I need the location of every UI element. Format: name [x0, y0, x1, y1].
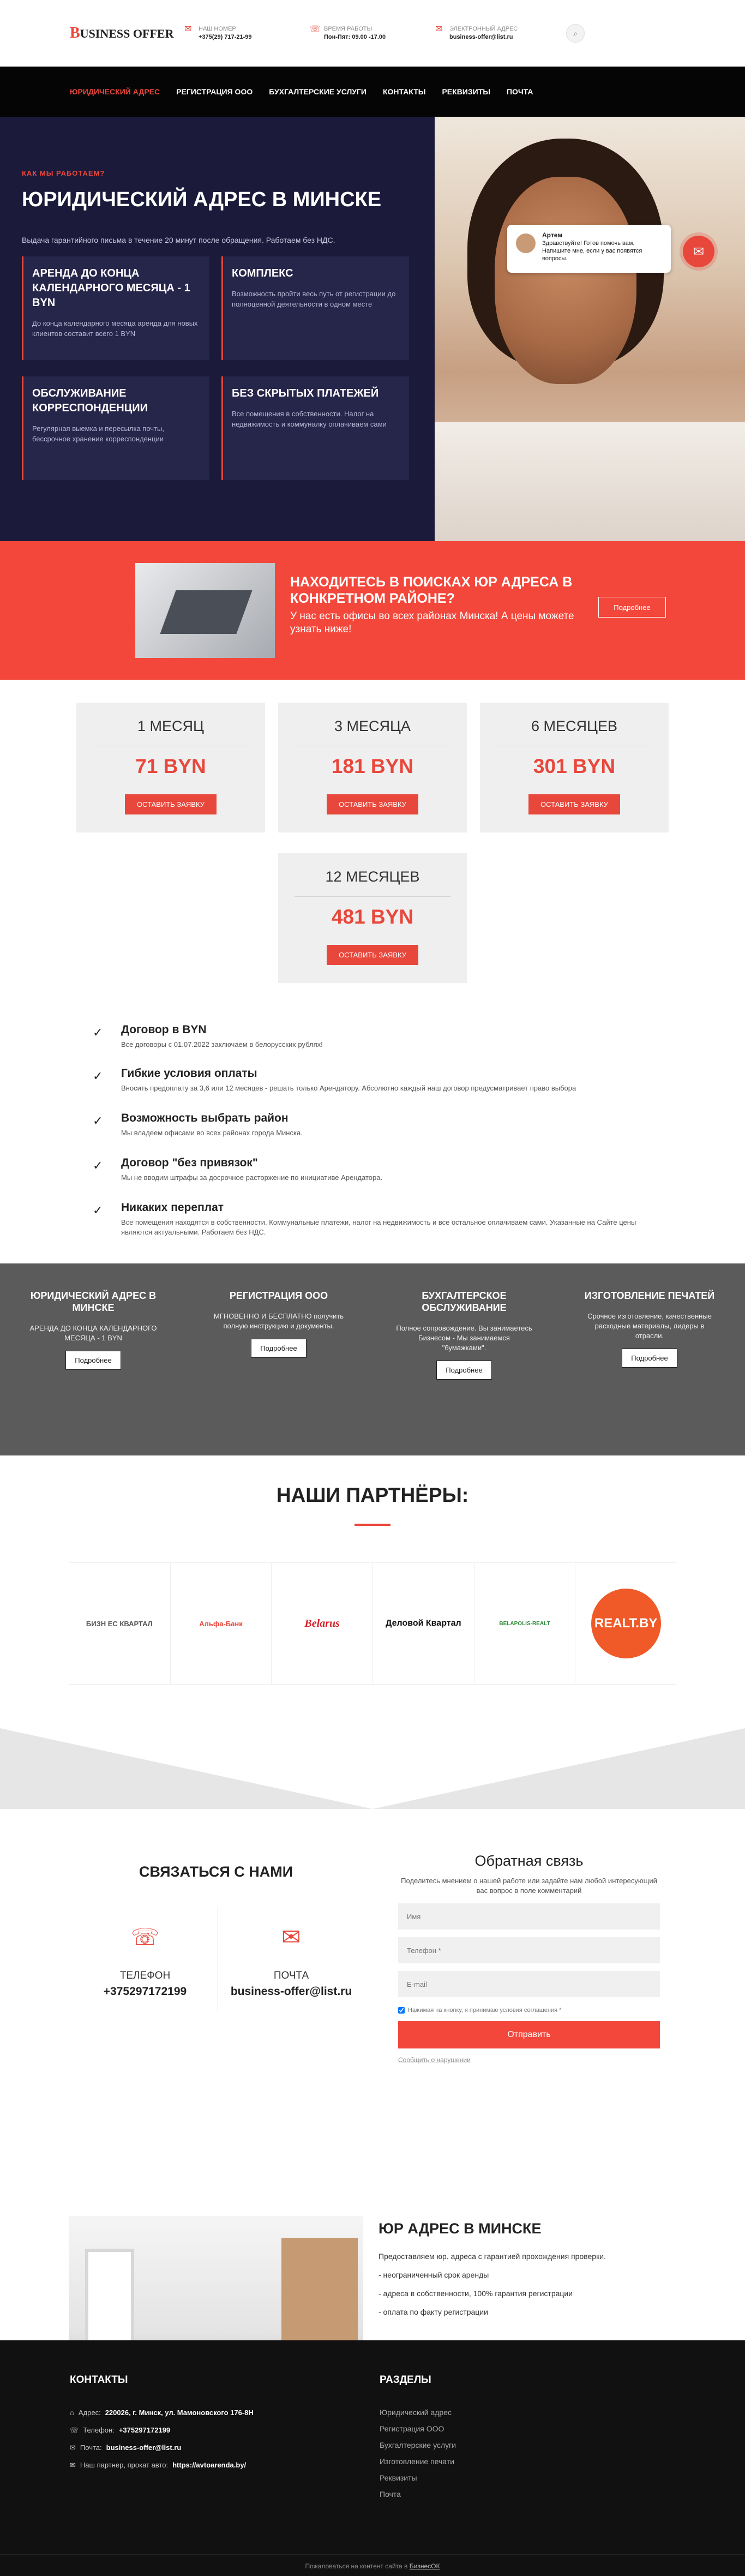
feedback-title: Обратная связь [474, 1853, 584, 1869]
footer-link[interactable]: Бухгалтерские услуги [380, 2441, 456, 2449]
check-icon: ✓ [93, 1159, 103, 1172]
hero-subtitle: Выдача гарантийного письма в течение 20 минут после обращения. Работаем без НДС. [22, 236, 335, 244]
services-strip [0, 1263, 745, 1455]
header-hours: ☏ ВРЕМЯ РАБОТЫ Пон-Пят: 09.00 -17.00 [310, 25, 386, 40]
footer-link[interactable]: Реквизиты [380, 2473, 417, 2482]
chat-icon[interactable]: ✉ [683, 236, 714, 267]
order-button[interactable]: ОСТАВИТЬ ЗАЯВКУ [125, 794, 217, 814]
home-icon: ⌂ [70, 2409, 74, 2417]
email-input[interactable] [398, 1971, 660, 1997]
check-icon: ✓ [93, 1026, 103, 1039]
feature-card: КОМПЛЕКС Возможность пройти весь путь от регистрации до полноценной деятельности в одном месте [221, 256, 409, 360]
nav-item-requisites[interactable]: РЕКВИЗИТЫ [442, 87, 490, 96]
price-card: 12 МЕСЯЦЕВ 481 BYN ОСТАВИТЬ ЗАЯВКУ [278, 853, 467, 983]
search-icon[interactable]: ⌕ [566, 24, 585, 43]
name-input[interactable] [398, 1903, 660, 1930]
envelope-icon: ✉ [281, 1924, 301, 1950]
partner-logo[interactable]: БИЗН ЕС КВАРТАЛ [86, 1619, 153, 1628]
order-button[interactable]: ОСТАВИТЬ ЗАЯВКУ [327, 794, 418, 814]
order-button[interactable]: ОСТАВИТЬ ЗАЯВКУ [528, 794, 620, 814]
report-link[interactable]: Сообщить о нарушении [398, 2056, 471, 2064]
footer-link[interactable]: Регистрация ООО [380, 2424, 444, 2433]
site-logo[interactable]: BUSINESS OFFER [70, 25, 174, 41]
nav-item-accounting[interactable]: БУХГАЛТЕРСКИЕ УСЛУГИ [269, 87, 367, 96]
main-nav [0, 67, 745, 117]
title-underline [355, 1524, 390, 1526]
price-card: 1 МЕСЯЦ 71 BYN ОСТАВИТЬ ЗАЯВКУ [76, 703, 265, 832]
advantages-list [0, 1023, 745, 1263]
partner-logo[interactable]: Belarus [271, 1563, 372, 1684]
service-block: БУХГАЛТЕРСКОЕ ОБСЛУЖИВАНИЕ Полное сопровождение. Вы занимаетесь Бизнесом - Мы занимаемся "бумажками". Подробнее [396, 1290, 532, 1380]
list-item: ✓ Гибкие условия оплаты Вносить предоплату за 3,6 или 12 месяцев - решать только Арендатору. Абсолютно каждый наш договор предусматривает право выбора [93, 1067, 576, 1092]
footer-link[interactable]: Изготовление печати [380, 2457, 455, 2466]
service-details-button[interactable]: Подробнее [622, 1349, 677, 1368]
service-details-button[interactable]: Подробнее [65, 1351, 121, 1370]
partners-title: НАШИ ПАРТНЁРЫ: [276, 1484, 469, 1506]
nav-item-legal-address[interactable]: ЮРИДИЧЕСКИЙ АДРЕС [70, 87, 160, 96]
footer-sections: РАЗДЕЛЫ Юридический адрес Регистрация ООО Бухгалтерские услуги Изготовление печати Реквизиты Почта [380, 2374, 598, 2499]
contact-mail: ✉ ПОЧТА business-offer@list.ru [226, 1924, 357, 1998]
price-card: 6 МЕСЯЦЕВ 301 BYN ОСТАВИТЬ ЗАЯВКУ [480, 703, 669, 832]
footer-link[interactable]: Юридический адрес [380, 2408, 452, 2417]
site-header [0, 0, 745, 67]
page-title: ЮРИДИЧЕСКИЙ АДРЕС В МИНСКЕ [22, 188, 382, 211]
list-item: ✓ Договор "без привязок" Мы не вводим штрафы за досрочное расторжение по инициативе Арендатора. [93, 1157, 383, 1182]
phone-input[interactable] [398, 1937, 660, 1963]
partner-logo[interactable]: BELAPOLIS-REALT [474, 1563, 575, 1684]
site-footer [0, 2340, 745, 2576]
list-item: ✓ Никаких переплат Все помещения находятся в собственности. Коммунальные платежи, налог на недвижимость и все остальное оплачиваем сами. Указанные на Сайте цены являются актуальными. Работаем без НДС. [93, 1201, 636, 1236]
nav-item-mail[interactable]: ПОЧТА [506, 87, 533, 96]
nav-item-registration[interactable]: РЕГИСТРАЦИЯ ООО [176, 87, 253, 96]
submit-button[interactable]: Отправить [398, 2021, 660, 2048]
about-text: Предоставляем юр. адреса с гарантией прохождения проверки. - неограниченный срок аренды - адреса в собственности, 100% гарантия регистрации - оплата по факту регистрации [378, 2252, 606, 2316]
section-divider [0, 1728, 745, 1809]
chat-widget-bubble[interactable]: Артем Здравствуйте! Готов помочь вам. Напишите мне, если у вас появятся вопросы. [507, 225, 671, 273]
avatar [515, 232, 537, 254]
agree-checkbox[interactable] [398, 2007, 405, 2014]
list-item: ✓ Возможность выбрать район Мы владеем офисами во всех районах города Минска. [93, 1112, 303, 1137]
promo-title: НАХОДИТЕСЬ В ПОИСКАХ ЮР АДРЕСА В КОНКРЕТНОМ РАЙОНЕ? [290, 574, 573, 606]
partner-logo[interactable]: Деловой Квартал [372, 1563, 474, 1684]
feature-card: БЕЗ СКРЫТЫХ ПЛАТЕЖЕЙ Все помещения в собственности. Налог на недвижимость и коммуналку оплачиваем сами [221, 376, 409, 480]
contact-phone: ☏ ТЕЛЕФОН +375297172199 [80, 1924, 211, 1998]
footer-contacts: КОНТАКТЫ ⌂ Адрес: 220026, г. Минск, ул. Мамоновского 176-8Н ☏ Телефон: +375297172199 ✉ Почта: business-offer@list.ru ✉ Наш партнер, прокат авто: https://avtoarenda.by/ [70, 2374, 254, 2469]
promo-subtitle: У нас есть офисы во всех районах Минска! А цены можете узнать ниже! [290, 610, 574, 635]
check-icon: ✓ [93, 1069, 103, 1083]
feedback-subtitle: Поделитесь мнением о нашей работе или задайте нам любой интересующий вас вопрос в поле комментарий [401, 1877, 657, 1895]
hero-operator-photo [435, 117, 745, 541]
envelope-icon: ✉ [435, 25, 443, 34]
header-email: ✉ ЭЛЕКТРОННЫЙ АДРЕС business-offer@list.ru [435, 25, 518, 40]
footer-bottom: Пожаловаться на контент сайта в БизнесОК [0, 2554, 745, 2570]
hero-section [0, 117, 745, 541]
list-item: ✓ Договор в BYN Все договоры с 01.07.2022 заключаем в белорусских рублях! [93, 1023, 323, 1049]
about-title: ЮР АДРЕС В МИНСКЕ [378, 2220, 542, 2237]
service-details-button[interactable]: Подробнее [251, 1339, 306, 1358]
agree-checkbox-label[interactable]: Нажимая на кнопку, я принимаю условия соглашения * [398, 2007, 660, 2014]
order-button[interactable]: ОСТАВИТЬ ЗАЯВКУ [327, 945, 418, 965]
hero-kicker: КАК МЫ РАБОТАЕМ? [22, 169, 105, 177]
promo-image [135, 563, 275, 658]
envelope-icon: ✉ [184, 25, 192, 34]
check-icon: ✓ [93, 1114, 103, 1128]
nav-item-contacts[interactable]: КОНТАКТЫ [382, 87, 426, 96]
envelope-icon: ✉ [70, 2443, 76, 2452]
price-card: 3 МЕСЯЦА 181 BYN ОСТАВИТЬ ЗАЯВКУ [278, 703, 467, 832]
phone-icon: ☏ [310, 25, 321, 34]
complaint-link[interactable]: БизнесОК [409, 2562, 440, 2570]
partner-logo[interactable]: Альфа-Банк [170, 1563, 272, 1684]
promo-banner [0, 541, 745, 680]
footer-link[interactable]: Почта [380, 2490, 401, 2499]
service-block: ИЗГОТОВЛЕНИЕ ПЕЧАТЕЙ Срочное изготовление, качественные расходные материалы, лидеры в отрасли. Подробнее [581, 1290, 718, 1368]
partner-logo[interactable]: REALT.BY [575, 1563, 676, 1684]
promo-details-button[interactable]: Подробнее [598, 597, 666, 618]
contacts-section [0, 1809, 745, 2164]
pricing-section [0, 680, 745, 1023]
feature-card: ОБСЛУЖИВАНИЕ КОРРЕСПОНДЕНЦИИ Регулярная выемка и пересылка почты, бессрочное хранение корреспонденции [22, 376, 209, 480]
service-details-button[interactable]: Подробнее [436, 1361, 491, 1380]
phone-icon: ☏ [70, 2426, 79, 2434]
service-block: ЮРИДИЧЕСКИЙ АДРЕС В МИНСКЕ АРЕНДА ДО КОНЦА КАЛЕНДАРНОГО МЕСЯЦА - 1 BYN Подробнее [25, 1290, 161, 1370]
contacts-title: СВЯЗАТЬСЯ С НАМИ [139, 1864, 293, 1880]
feedback-form [398, 1853, 660, 2064]
phone-icon: ☏ [130, 1924, 160, 1950]
header-phone: ✉ НАШ НОМЕР +375(29) 717-21-99 [184, 25, 252, 40]
envelope-icon: ✉ [70, 2461, 76, 2469]
service-block: РЕГИСТРАЦИЯ ООО МГНОВЕННО И БЕСПЛАТНО получить полную инструкцию и документы. Подробнее [211, 1290, 347, 1358]
check-icon: ✓ [93, 1203, 103, 1217]
partners-section [0, 1455, 745, 1728]
feature-card: АРЕНДА ДО КОНЦА КАЛЕНДАРНОГО МЕСЯЦА - 1 BYN До конца календарного месяца аренда для новых клиентов составит всего 1 BYN [22, 256, 209, 360]
